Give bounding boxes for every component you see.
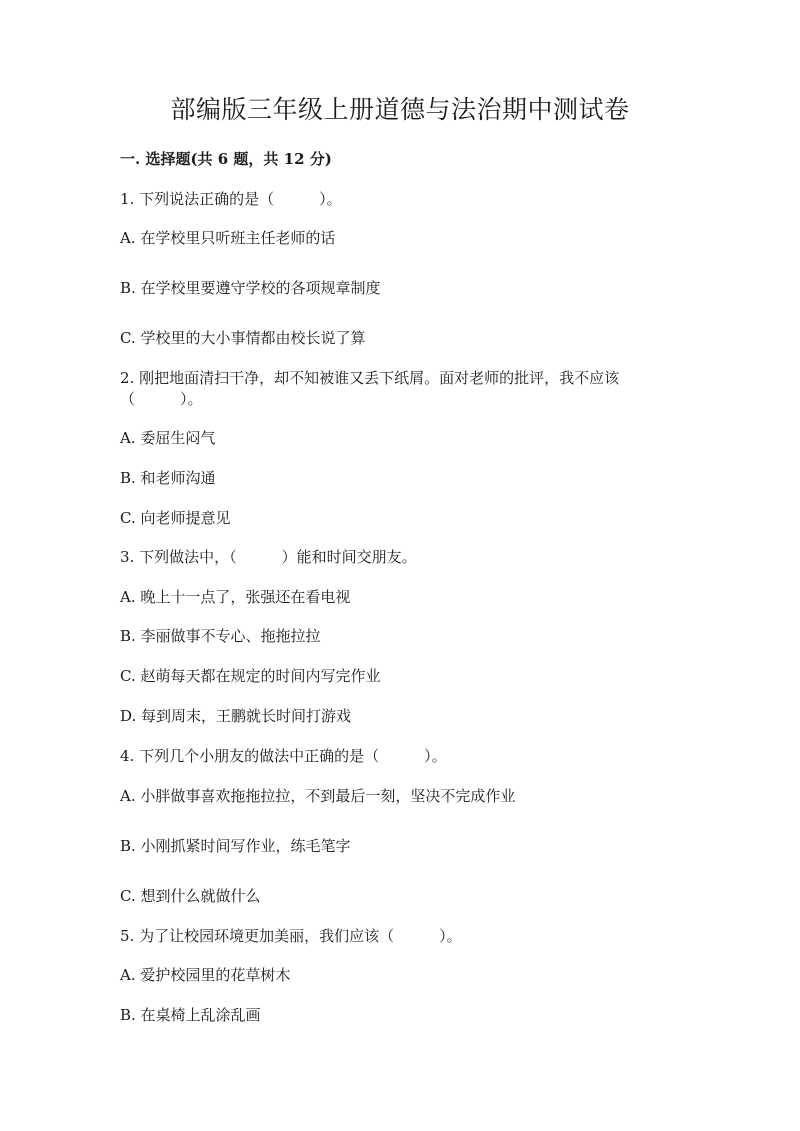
question-5-option-b: B. 在桌椅上乱涂乱画 bbox=[120, 1006, 261, 1024]
question-1-stem: 1. 下列说法正确的是（ ）。 bbox=[120, 190, 342, 208]
question-3-stem: 3. 下列做法中，（ ）能和时间交朋友。 bbox=[120, 548, 417, 566]
question-4-option-a: A. 小胖做事喜欢拖拖拉拉，不到最后一刻，坚决不完成作业 bbox=[120, 787, 516, 805]
question-1-option-a: A. 在学校里只听班主任老师的话 bbox=[120, 229, 336, 247]
question-3-option-c: C. 赵萌每天都在规定的时间内写完作业 bbox=[120, 667, 381, 685]
question-5-stem: 5. 为了让校园环境更加美丽，我们应该（ ）。 bbox=[120, 927, 462, 945]
question-4-stem: 4. 下列几个小朋友的做法中正确的是（ ）。 bbox=[120, 747, 447, 765]
question-1-option-c: C. 学校里的大小事情都由校长说了算 bbox=[120, 329, 366, 347]
page-title: 部编版三年级上册道德与法治期中测试卷 bbox=[170, 95, 630, 124]
question-2-stem-line-1: 2. 刚把地面清扫干净，却不知被谁又丢下纸屑。面对老师的批评，我不应该 bbox=[120, 369, 620, 387]
question-2-stem-line-2: （ ）。 bbox=[120, 390, 203, 408]
question-3-option-b: B. 李丽做事不专心、拖拖拉拉 bbox=[120, 627, 321, 645]
question-2-option-b: B. 和老师沟通 bbox=[120, 469, 216, 487]
question-2-option-c: C. 向老师提意见 bbox=[120, 509, 231, 527]
question-5-option-a: A. 爱护校园里的花草树木 bbox=[120, 966, 291, 984]
question-2-option-a: A. 委屈生闷气 bbox=[120, 429, 216, 447]
question-1-option-b: B. 在学校里要遵守学校的各项规章制度 bbox=[120, 279, 381, 297]
question-3-option-d: D. 每到周末，王鹏就长时间打游戏 bbox=[120, 707, 352, 725]
question-4-option-b: B. 小刚抓紧时间写作业，练毛笔字 bbox=[120, 837, 351, 855]
question-4-option-c: C. 想到什么就做什么 bbox=[120, 887, 261, 905]
question-3-option-a: A. 晚上十一点了，张强还在看电视 bbox=[120, 588, 351, 606]
section-heading: 一. 选择题(共 6 题，共 12 分) bbox=[120, 150, 332, 168]
